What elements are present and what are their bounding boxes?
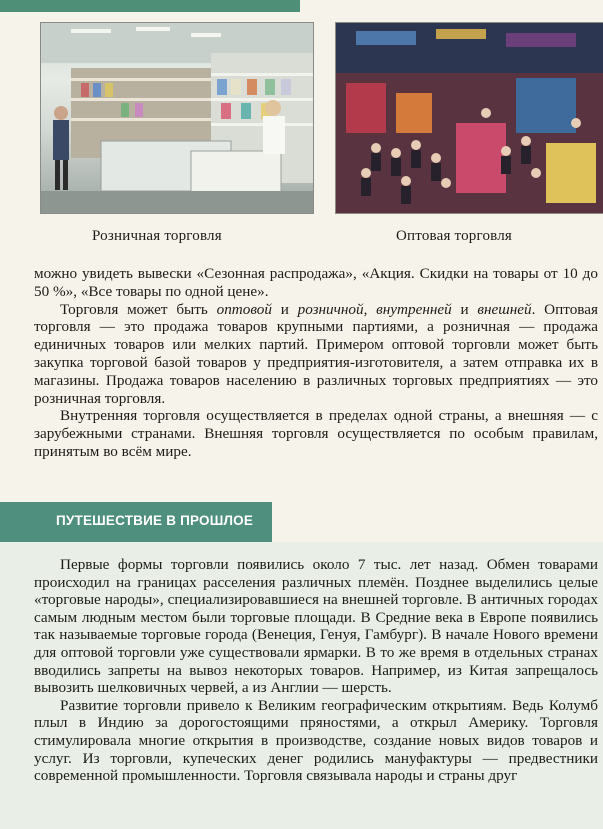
history-section-text	[34, 556, 598, 785]
paragraph-trade-types	[34, 301, 598, 408]
history-section-header	[0, 502, 272, 542]
text-run: Торговля может быть	[60, 300, 217, 318]
main-text-block	[34, 265, 598, 461]
retail-store-photo	[40, 22, 314, 214]
retail-photo-caption: Розничная торговля	[92, 228, 222, 244]
top-decorative-band	[0, 0, 300, 12]
term-external: внешней	[477, 300, 532, 318]
paragraph-history-origins: Первые формы торговли появились около 7 тыс. лет назад. Обмен товарами происходил на границах расселения различных племён. Позднее выделились целые «торговые народы», специализировавшиеся на внешней торговле. В античных городах самым людным местом были торговые площади. В Средние века в Европе появились так называемые торговые города (Венеция, Генуя, Гамбург). В начале Нового времени для оптовой торговли уже существовали ярмарки. В то же время в отдельных странах вводились запреты на вывоз некоторых товаров. Например, из Китая запрещалось вывозить шелковичных червей, а из Англии — шерсть.	[34, 556, 598, 697]
term-internal: внутренней	[376, 300, 452, 318]
history-section-title: ПУТЕШЕСТВИЕ В ПРОШЛОЕ	[56, 513, 254, 528]
paragraph-history-discoveries: Развитие торговли привело к Великим географическим открытиям. Ведь Колумб плыл в Индию за дорогостоящими пряностями, а открыл Америку. Торговля стимулировала многие открытия в производстве, создание новых видов товаров и услуг. Из торговли, купеческих денег родились мануфактуры — предвестники современной промышленности. Торговля связывала народы и страны друг	[34, 696, 598, 785]
text-run: ,	[363, 300, 377, 318]
wholesale-photo-caption: Оптовая торговля	[396, 228, 513, 244]
term-wholesale: оптовой	[216, 300, 272, 318]
text-run: и	[271, 300, 298, 318]
wholesale-market-illustration	[336, 23, 603, 213]
paragraph-signs: можно увидеть вывески «Сезонная распродажа», «Акция. Скидки на товары от 10 до 50 %», «Все товары по одной цене».	[34, 265, 598, 300]
paragraph-internal-external: Внутренняя торговля осуществляется в пределах одной страны, а внешняя — с зарубежными странами. Внешняя торговля осуществляется по особым правилам, принятым во всём мире.	[34, 407, 598, 460]
wholesale-market-photo	[335, 22, 603, 214]
text-run: и	[451, 300, 478, 318]
term-retail: розничной	[297, 300, 364, 318]
text-run: . Оптовая торговля — это продажа товаров крупными партиями, а розничная — продажа единичных товаров или мелких партий. Примером оптовой торговли может быть закупка торговой базой товаров у предприятия-изготовителя, а затем отправка их в магазины. Продажа товаров населению в различных торговых предприятиях — это розничная торговля.	[34, 300, 598, 407]
retail-store-illustration	[41, 23, 313, 213]
